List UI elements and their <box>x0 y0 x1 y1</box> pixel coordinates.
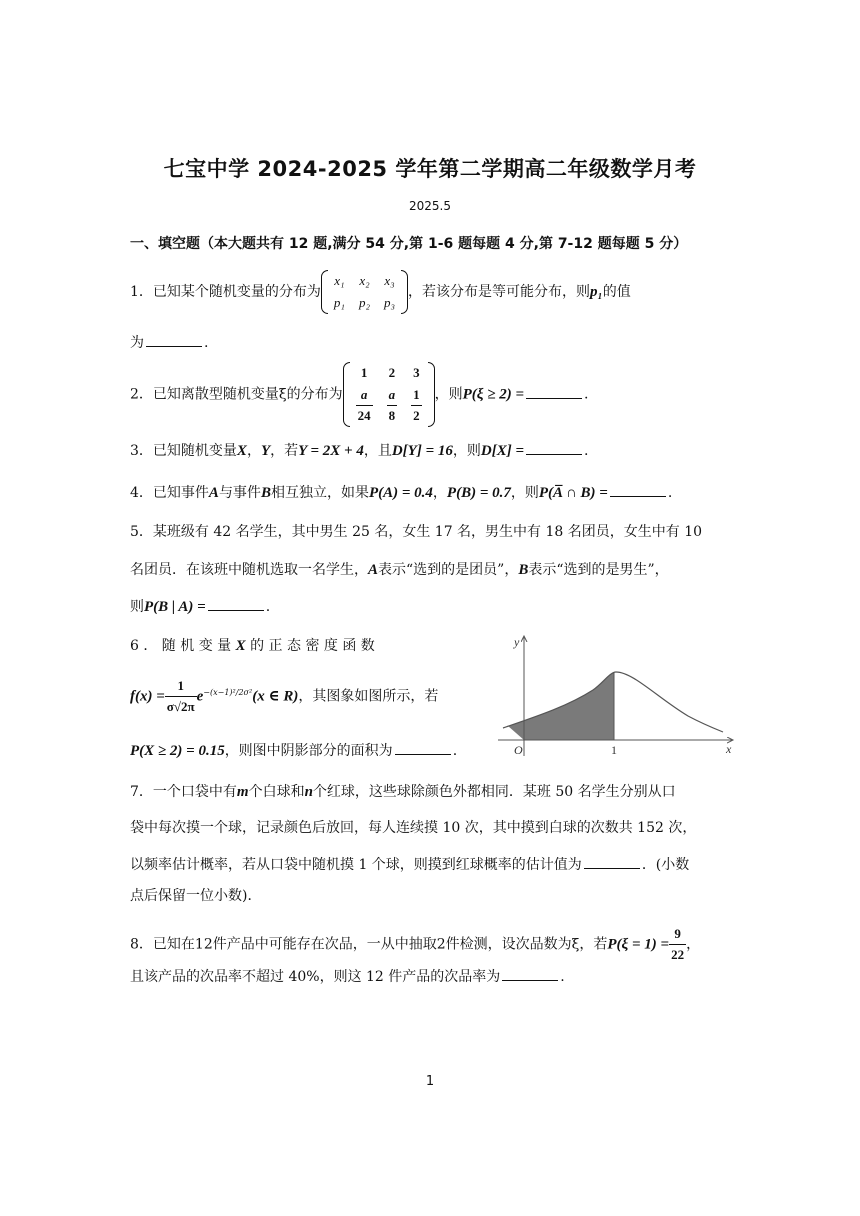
question-7-line-4: 点后保留一位小数)． <box>130 888 262 904</box>
answer-blank[interactable] <box>146 332 202 347</box>
x-axis-label: x <box>726 742 732 756</box>
question-7-line-3: 以频率估计概率，若从口袋中随机摸 1 个球，则摸到红球概率的估计值为 ．(小数 <box>130 854 689 875</box>
question-3: 3．已知随机变量X，Y，若Y = 2X + 4，且D[Y] = 16，则D[X] = . <box>130 440 588 461</box>
page-number: 1 <box>425 1074 435 1089</box>
question-6-line-3: P(X ≥ 2) = 0.15，则图中阴影部分的面积为 . <box>130 740 457 761</box>
question-8-line-2: 且该产品的次品率不超过 40%，则这 12 件产品的次品率为 . <box>130 966 565 987</box>
answer-blank[interactable] <box>208 596 264 611</box>
question-7-line-2: 袋中每次摸一个球，记录颜色后放回，每人连续摸 10 次，其中摸到白球的次数共 152 次， <box>130 820 697 836</box>
answer-blank[interactable] <box>395 740 451 755</box>
question-1-line-2: 为 . <box>130 332 208 353</box>
origin-label: O <box>514 743 523 757</box>
distribution-matrix: 1 2 3 $\frac{a}{24}$ $\frac{a}{8}$ $\frac{1}{2}$ <box>343 362 435 427</box>
exam-date: 2025.5 <box>409 199 451 213</box>
tick-label: 1 <box>611 743 617 757</box>
question-5-line-2: 名团员．在该班中随机选取一名学生，A表示“选到的是团员”，B表示“选到的是男生”， <box>130 562 669 578</box>
question-6-line-1: 6 ． 随 机 变 量 X 的 正 态 密 度 函 数 <box>130 638 375 654</box>
answer-blank[interactable] <box>584 854 640 869</box>
y-axis-label: y <box>514 635 520 649</box>
normal-curve-graph <box>498 628 748 758</box>
question-7-line-1: 7．一个口袋中有m个白球和n个红球，这些球除颜色外都相同．某班 50 名学生分别从口 <box>130 784 676 800</box>
answer-blank[interactable] <box>526 440 582 455</box>
question-4: 4．已知事件A与事件B相互独立，如果P(A) = 0.4，P(B) = 0.7，则P(A̅ ∩ B) = . <box>130 482 672 503</box>
page-title: 七宝中学 2024-2025 学年第二学期高二年级数学月考 <box>163 157 697 181</box>
distribution-matrix: x₁ x₂ x₃ p₁ p₂ p₃ <box>321 270 408 314</box>
question-2: 2．已知离散型随机变量ξ的分布为 1 2 3 $\frac{a}{24}$ $\frac{a}{8}$ $\frac{1}{2}$ ，则P(ξ ≥ 2) = . <box>130 362 589 427</box>
answer-blank[interactable] <box>502 966 558 981</box>
question-6-line-2: f(x) = $\frac{1}{\sigma√2\pi}$ $e^{-(x-1)^2/2\sigma^2}(x$ ∈ R)，其图象如图所示，若 <box>130 678 439 714</box>
answer-blank[interactable] <box>610 482 666 497</box>
question-5-line-1: 5．某班级有 42 名学生，其中男生 25 名，女生 17 名，男生中有 18 名团员，女生中有 10 <box>130 524 703 540</box>
answer-blank[interactable] <box>526 384 582 399</box>
question-1-line-1: 1．已知某个随机变量的分布为 x₁ x₂ x₃ p₁ p₂ p₃ ，若该分布是等可能分布，则p₁的值 <box>130 270 631 314</box>
question-5-line-3: 则P(B | A) = . <box>130 596 270 617</box>
question-8-line-1: 8．已知在12件产品中可能存在次品，一从中抽取2件检测，设次品数为ξ，若P(ξ = 1) = $\frac{9}{22}$ ， <box>130 926 701 962</box>
section-heading: 一、填空题（本大题共有 12 题,满分 54 分,第 1-6 题每题 4 分,第 7-12 题每题 5 分） <box>130 236 688 252</box>
